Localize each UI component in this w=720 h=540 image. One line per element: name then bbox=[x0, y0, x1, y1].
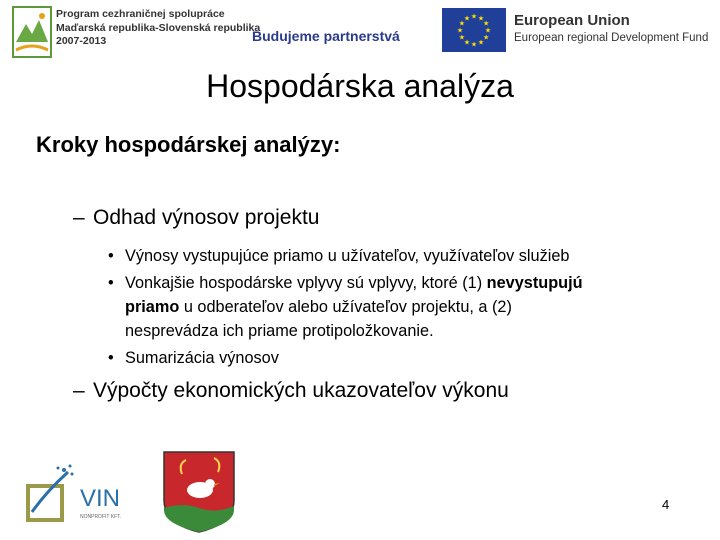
eu-subtitle: European regional Development Fund bbox=[514, 32, 709, 44]
sub-list-item-text: Sumarizácia výnosov bbox=[125, 349, 279, 367]
program-logo-icon bbox=[12, 6, 52, 58]
page-number: 4 bbox=[662, 497, 670, 512]
eu-star-icon: ★ bbox=[470, 41, 478, 49]
eu-flag-icon bbox=[442, 8, 506, 52]
bullet-icon: • bbox=[108, 349, 114, 367]
bullet-icon: • bbox=[108, 247, 114, 265]
sub-list-item-text: Výnosy vystupujúce priamo u užívateľov, využívateľov služieb bbox=[125, 247, 570, 265]
eu-star-icon: ★ bbox=[477, 39, 485, 47]
dash-bullet: – bbox=[73, 206, 85, 229]
header-logos bbox=[0, 0, 720, 68]
vin-logo-text: VIN bbox=[80, 485, 121, 512]
list-item-text: Odhad výnosov projektu bbox=[93, 206, 320, 229]
eu-star-icon: ★ bbox=[482, 20, 490, 28]
sub-list-item-text: nesprevádza ich priame protipoložkovanie. bbox=[125, 322, 434, 340]
eu-star-icon: ★ bbox=[482, 34, 490, 42]
program-line: Program cezhraničnej spolupráce bbox=[56, 8, 225, 20]
bold-text-run: priamo bbox=[125, 298, 180, 316]
program-name bbox=[56, 8, 260, 49]
tagline: Budujeme partnerstvá bbox=[252, 28, 400, 44]
list-item bbox=[73, 379, 509, 403]
dash-bullet: – bbox=[73, 379, 85, 402]
vin-logo-subtext: NONPROFIT KFT. bbox=[80, 514, 122, 520]
eu-title: European Union bbox=[514, 12, 630, 29]
eu-star-icon: ★ bbox=[463, 15, 471, 23]
eu-star-icon: ★ bbox=[470, 13, 478, 21]
eu-star-icon: ★ bbox=[458, 20, 466, 28]
list-item bbox=[73, 206, 319, 230]
bold-text-run: nevystupujú bbox=[486, 274, 583, 292]
bullet-icon: • bbox=[108, 274, 114, 292]
eu-star-icon: ★ bbox=[477, 15, 485, 23]
vin-logo-icon bbox=[24, 462, 142, 522]
eu-star-icon: ★ bbox=[456, 27, 464, 35]
program-line: 2007-2013 bbox=[56, 35, 107, 47]
eu-star-icon: ★ bbox=[458, 34, 466, 42]
slide-title: Hospodárska analýza bbox=[206, 68, 514, 104]
eu-star-icon: ★ bbox=[484, 27, 492, 35]
text-run: u odberateľov alebo užívateľov projektu, a (2) bbox=[179, 298, 512, 316]
eu-star-icon: ★ bbox=[463, 39, 471, 47]
slide-subtitle: Kroky hospodárskej analýzy: bbox=[36, 132, 341, 157]
sub-list-item-text bbox=[125, 271, 583, 295]
program-line: Maďarská republika-Slovenská republika bbox=[56, 21, 261, 34]
list-item-text: Výpočty ekonomických ukazovateľov výkonu bbox=[93, 379, 509, 402]
coat-of-arms-icon bbox=[162, 450, 236, 534]
text-run: Vonkajšie hospodárske vplyvy sú vplyvy, ktoré (1) bbox=[125, 274, 487, 292]
sub-list-item-text bbox=[125, 295, 512, 319]
